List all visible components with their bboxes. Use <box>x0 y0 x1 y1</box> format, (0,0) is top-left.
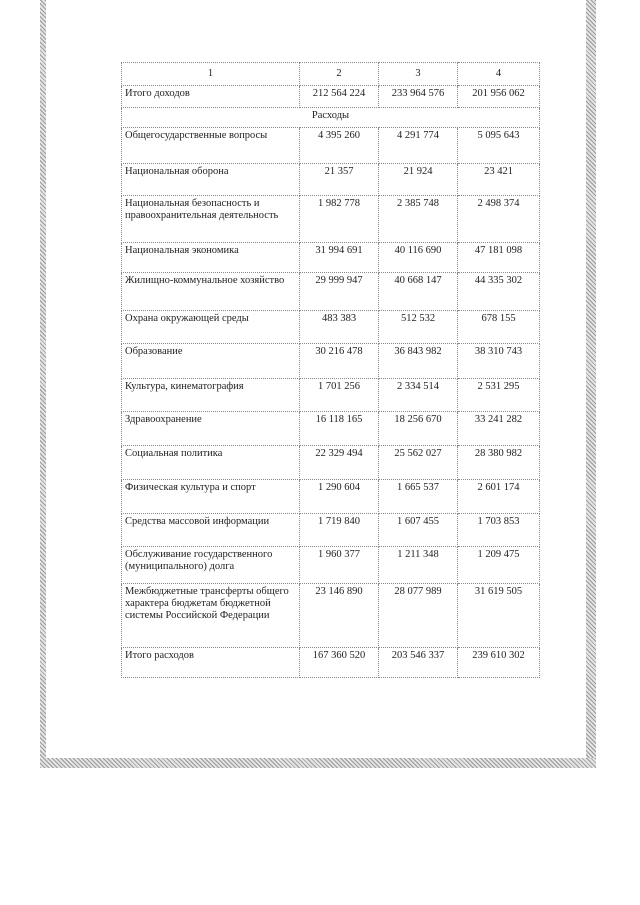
value-col-4: 1 209 475 <box>458 547 540 584</box>
table-row <box>122 480 540 514</box>
value-col-2: 21 357 <box>300 164 379 196</box>
scan-edge-right <box>586 0 596 768</box>
value-col-2: 167 360 520 <box>300 648 379 678</box>
table-row <box>122 412 540 446</box>
row-label: Национальная безопасность и правоохранительная деятельность <box>122 196 300 243</box>
value-col-3: 4 291 774 <box>379 128 458 164</box>
row-label: Национальная оборона <box>122 164 300 196</box>
header-col-2: 2 <box>300 63 379 86</box>
value-col-2: 4 395 260 <box>300 128 379 164</box>
table-row <box>122 128 540 164</box>
value-col-4: 2 531 295 <box>458 379 540 412</box>
value-col-2: 16 118 165 <box>300 412 379 446</box>
row-label: Охрана окружающей среды <box>122 311 300 344</box>
row-label: Здравоохранение <box>122 412 300 446</box>
value-col-3: 40 116 690 <box>379 243 458 273</box>
value-col-3: 18 256 670 <box>379 412 458 446</box>
value-col-2: 1 960 377 <box>300 547 379 584</box>
value-col-4: 44 335 302 <box>458 273 540 311</box>
row-label: Итого доходов <box>122 86 300 108</box>
row-label: Средства массовой информации <box>122 514 300 547</box>
row-label: Социальная политика <box>122 446 300 480</box>
value-col-3: 512 532 <box>379 311 458 344</box>
table-row <box>122 311 540 344</box>
row-label: Образование <box>122 344 300 379</box>
value-col-4: 239 610 302 <box>458 648 540 678</box>
value-col-4: 678 155 <box>458 311 540 344</box>
value-col-3: 1 211 348 <box>379 547 458 584</box>
value-col-3: 2 334 514 <box>379 379 458 412</box>
header-col-1: 1 <box>122 63 300 86</box>
value-col-4: 2 601 174 <box>458 480 540 514</box>
value-col-3: 28 077 989 <box>379 584 458 648</box>
value-col-4: 23 421 <box>458 164 540 196</box>
table-row <box>122 164 540 196</box>
value-col-4: 2 498 374 <box>458 196 540 243</box>
value-col-3: 1 665 537 <box>379 480 458 514</box>
table-row <box>122 514 540 547</box>
value-col-4: 33 241 282 <box>458 412 540 446</box>
value-col-4: 28 380 982 <box>458 446 540 480</box>
value-col-4: 201 956 062 <box>458 86 540 108</box>
row-label: Национальная экономика <box>122 243 300 273</box>
value-col-2: 1 290 604 <box>300 480 379 514</box>
value-col-2: 29 999 947 <box>300 273 379 311</box>
value-col-3: 203 546 337 <box>379 648 458 678</box>
value-col-3: 40 668 147 <box>379 273 458 311</box>
table-row <box>122 344 540 379</box>
row-label: Общегосударственные вопросы <box>122 128 300 164</box>
value-col-3: 1 607 455 <box>379 514 458 547</box>
value-col-3: 36 843 982 <box>379 344 458 379</box>
table-row <box>122 196 540 243</box>
header-row <box>122 63 540 86</box>
row-label: Физическая культура и спорт <box>122 480 300 514</box>
row-label: Итого расходов <box>122 648 300 678</box>
value-col-3: 233 964 576 <box>379 86 458 108</box>
value-col-4: 47 181 098 <box>458 243 540 273</box>
value-col-2: 30 216 478 <box>300 344 379 379</box>
table-row <box>122 584 540 648</box>
row-label: Культура, кинематография <box>122 379 300 412</box>
table-row <box>122 379 540 412</box>
table-row <box>122 243 540 273</box>
value-col-4: 1 703 853 <box>458 514 540 547</box>
value-col-4: 31 619 505 <box>458 584 540 648</box>
budget-table <box>121 62 540 678</box>
expense-total-row <box>122 648 540 678</box>
value-col-2: 1 701 256 <box>300 379 379 412</box>
value-col-4: 38 310 743 <box>458 344 540 379</box>
value-col-4: 5 095 643 <box>458 128 540 164</box>
value-col-3: 21 924 <box>379 164 458 196</box>
value-col-2: 1 982 778 <box>300 196 379 243</box>
table-row <box>122 446 540 480</box>
value-col-2: 212 564 224 <box>300 86 379 108</box>
row-label: Межбюджетные трансферты общего характера бюджетам бюджетной системы Российской Федерации <box>122 584 300 648</box>
section-row <box>122 108 540 128</box>
value-col-2: 23 146 890 <box>300 584 379 648</box>
value-col-2: 483 383 <box>300 311 379 344</box>
row-label: Жилищно-коммунальное хозяйство <box>122 273 300 311</box>
value-col-3: 2 385 748 <box>379 196 458 243</box>
header-col-4: 4 <box>458 63 540 86</box>
header-col-3: 3 <box>379 63 458 86</box>
table-row <box>122 547 540 584</box>
value-col-2: 1 719 840 <box>300 514 379 547</box>
value-col-3: 25 562 027 <box>379 446 458 480</box>
budget-table-body <box>122 63 540 678</box>
table-row <box>122 273 540 311</box>
value-col-2: 22 329 494 <box>300 446 379 480</box>
section-label: Расходы <box>122 108 540 128</box>
income-total-row <box>122 86 540 108</box>
row-label: Обслуживание государственного (муниципального) долга <box>122 547 300 584</box>
scan-edge-bottom <box>40 758 596 768</box>
value-col-2: 31 994 691 <box>300 243 379 273</box>
